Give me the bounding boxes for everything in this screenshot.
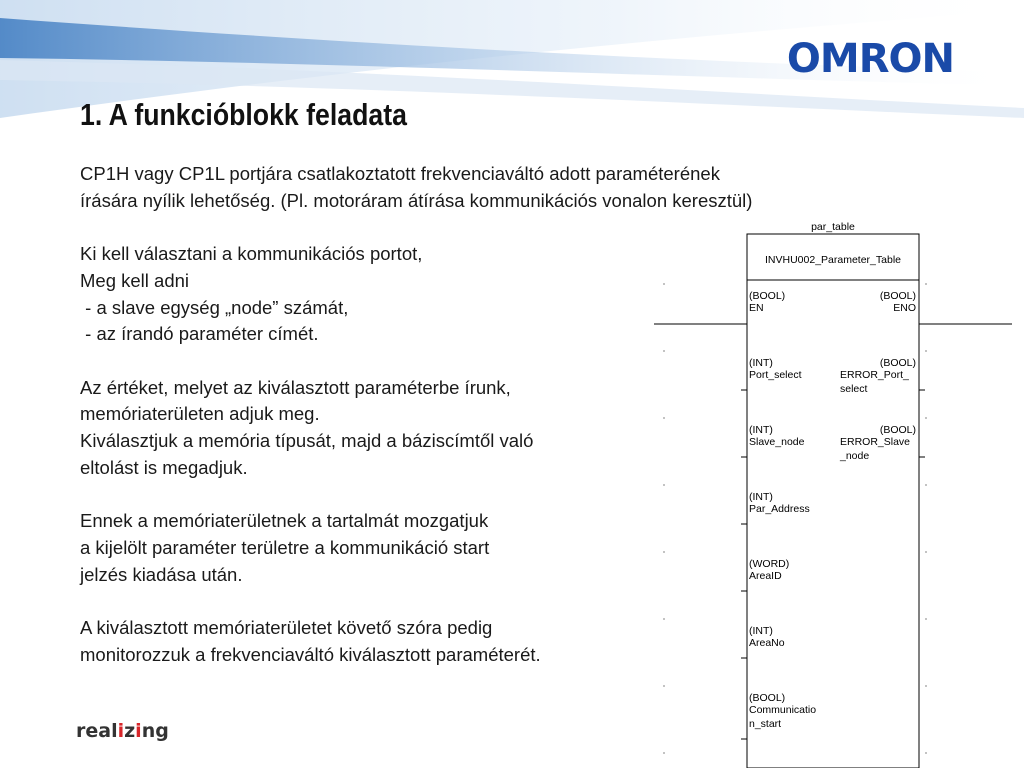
pin-type: (BOOL) [879,424,916,436]
text-line: Ki kell választani a kommunikációs portot, [80,243,423,265]
text-line: Az értéket, melyet az kiválasztott paraméterbe írunk, [80,376,511,398]
grid-dot [663,618,665,620]
pin-name: AreaID [749,570,782,582]
pin-type: (INT) [749,357,773,369]
grid-dot [663,484,665,486]
monitor-paragraph [80,615,700,668]
pin-type: (BOOL) [749,290,786,302]
grid-dot [663,350,665,352]
grid-dot [925,685,927,687]
grid-dot [925,283,927,285]
text-line: - az írandó paraméter címét. [80,323,319,345]
pin-name: Par_Address [749,503,810,515]
pin-name: _node [840,450,870,462]
function-block-svg [654,220,1024,768]
text-line: írására nyílik lehetőség. (Pl. motoráram átírása kommunikációs vonalon keresztül) [80,189,753,211]
grid-dot [925,551,927,553]
text-line: Meg kell adni [80,269,190,291]
grid-dot [663,685,665,687]
pin-name: Communicatio [749,704,817,716]
grid-dot [925,417,927,419]
logo-part: i [117,720,125,742]
text-line: Ennek a memóriaterületnek a tartalmát mozgatjuk [80,510,489,532]
pin-name: Port_select [749,369,802,381]
logo-part: real [76,720,118,742]
pin-name: ENO [893,302,916,314]
pin-name: select [840,383,868,395]
function-block-name: INVHU002_Parameter_Table [765,254,901,266]
move-paragraph [80,508,700,588]
grid-dot [925,618,927,620]
value-paragraph [80,375,700,482]
text-line: CP1H vagy CP1L portjára csatlakoztatott frekvenciaváltó adott paraméterének [80,163,720,184]
port-paragraph [80,241,700,348]
pin-name: EN [749,302,764,314]
intro-paragraph [80,161,940,214]
realizing-logo [76,720,169,742]
text-line: memóriaterületen adjuk meg. [80,403,320,425]
pin-name: AreaNo [749,637,785,649]
pin-type: (INT) [749,625,773,637]
pin-name: n_start [749,718,782,730]
text-line: eltolást is megadjuk. [80,456,248,478]
text-line: Kiválasztjuk a memória típusát, majd a báziscímtől való [80,430,534,451]
instance-name: par_table [811,221,855,233]
pin-type: (INT) [749,491,773,503]
pin-name: ERROR_Slave [840,436,911,448]
grid-dot [663,752,665,754]
text-line: jelzés kiadása után. [80,563,243,585]
pin-name: Slave_node [749,436,805,448]
logo-part: z [124,720,136,742]
pin-type: (INT) [749,424,773,436]
logo-part: i [135,720,142,742]
grid-dot [925,484,927,486]
pin-type: (WORD) [749,558,790,570]
pin-type: (BOOL) [749,692,786,704]
body-text [80,161,753,695]
grid-dot [925,350,927,352]
text-line: monitorozzuk a frekvenciaváltó kiválasztott paraméterét. [80,643,541,665]
grid-dot [663,551,665,553]
omron-logo-text: OMRON [786,36,954,82]
grid-dot [663,283,665,285]
page-title: 1. A funkcióblokk feladata [80,97,407,132]
pin-name: ERROR_Port_ [840,369,909,381]
header-swoosh [0,0,1024,170]
omron-logo [787,36,954,82]
text-line: A kiválasztott memóriaterületet követő szóra pedig [80,616,493,638]
function-block-diagram [654,220,1024,768]
text-line: a kijelölt paraméter területre a kommunikáció start [80,536,490,558]
text-line: - a slave egység „node” számát, [80,296,349,318]
pin-type: (BOOL) [879,357,916,369]
grid-dot [663,417,665,419]
pin-type: (BOOL) [879,290,916,302]
logo-part: ng [141,720,169,742]
grid-dot [925,752,927,754]
